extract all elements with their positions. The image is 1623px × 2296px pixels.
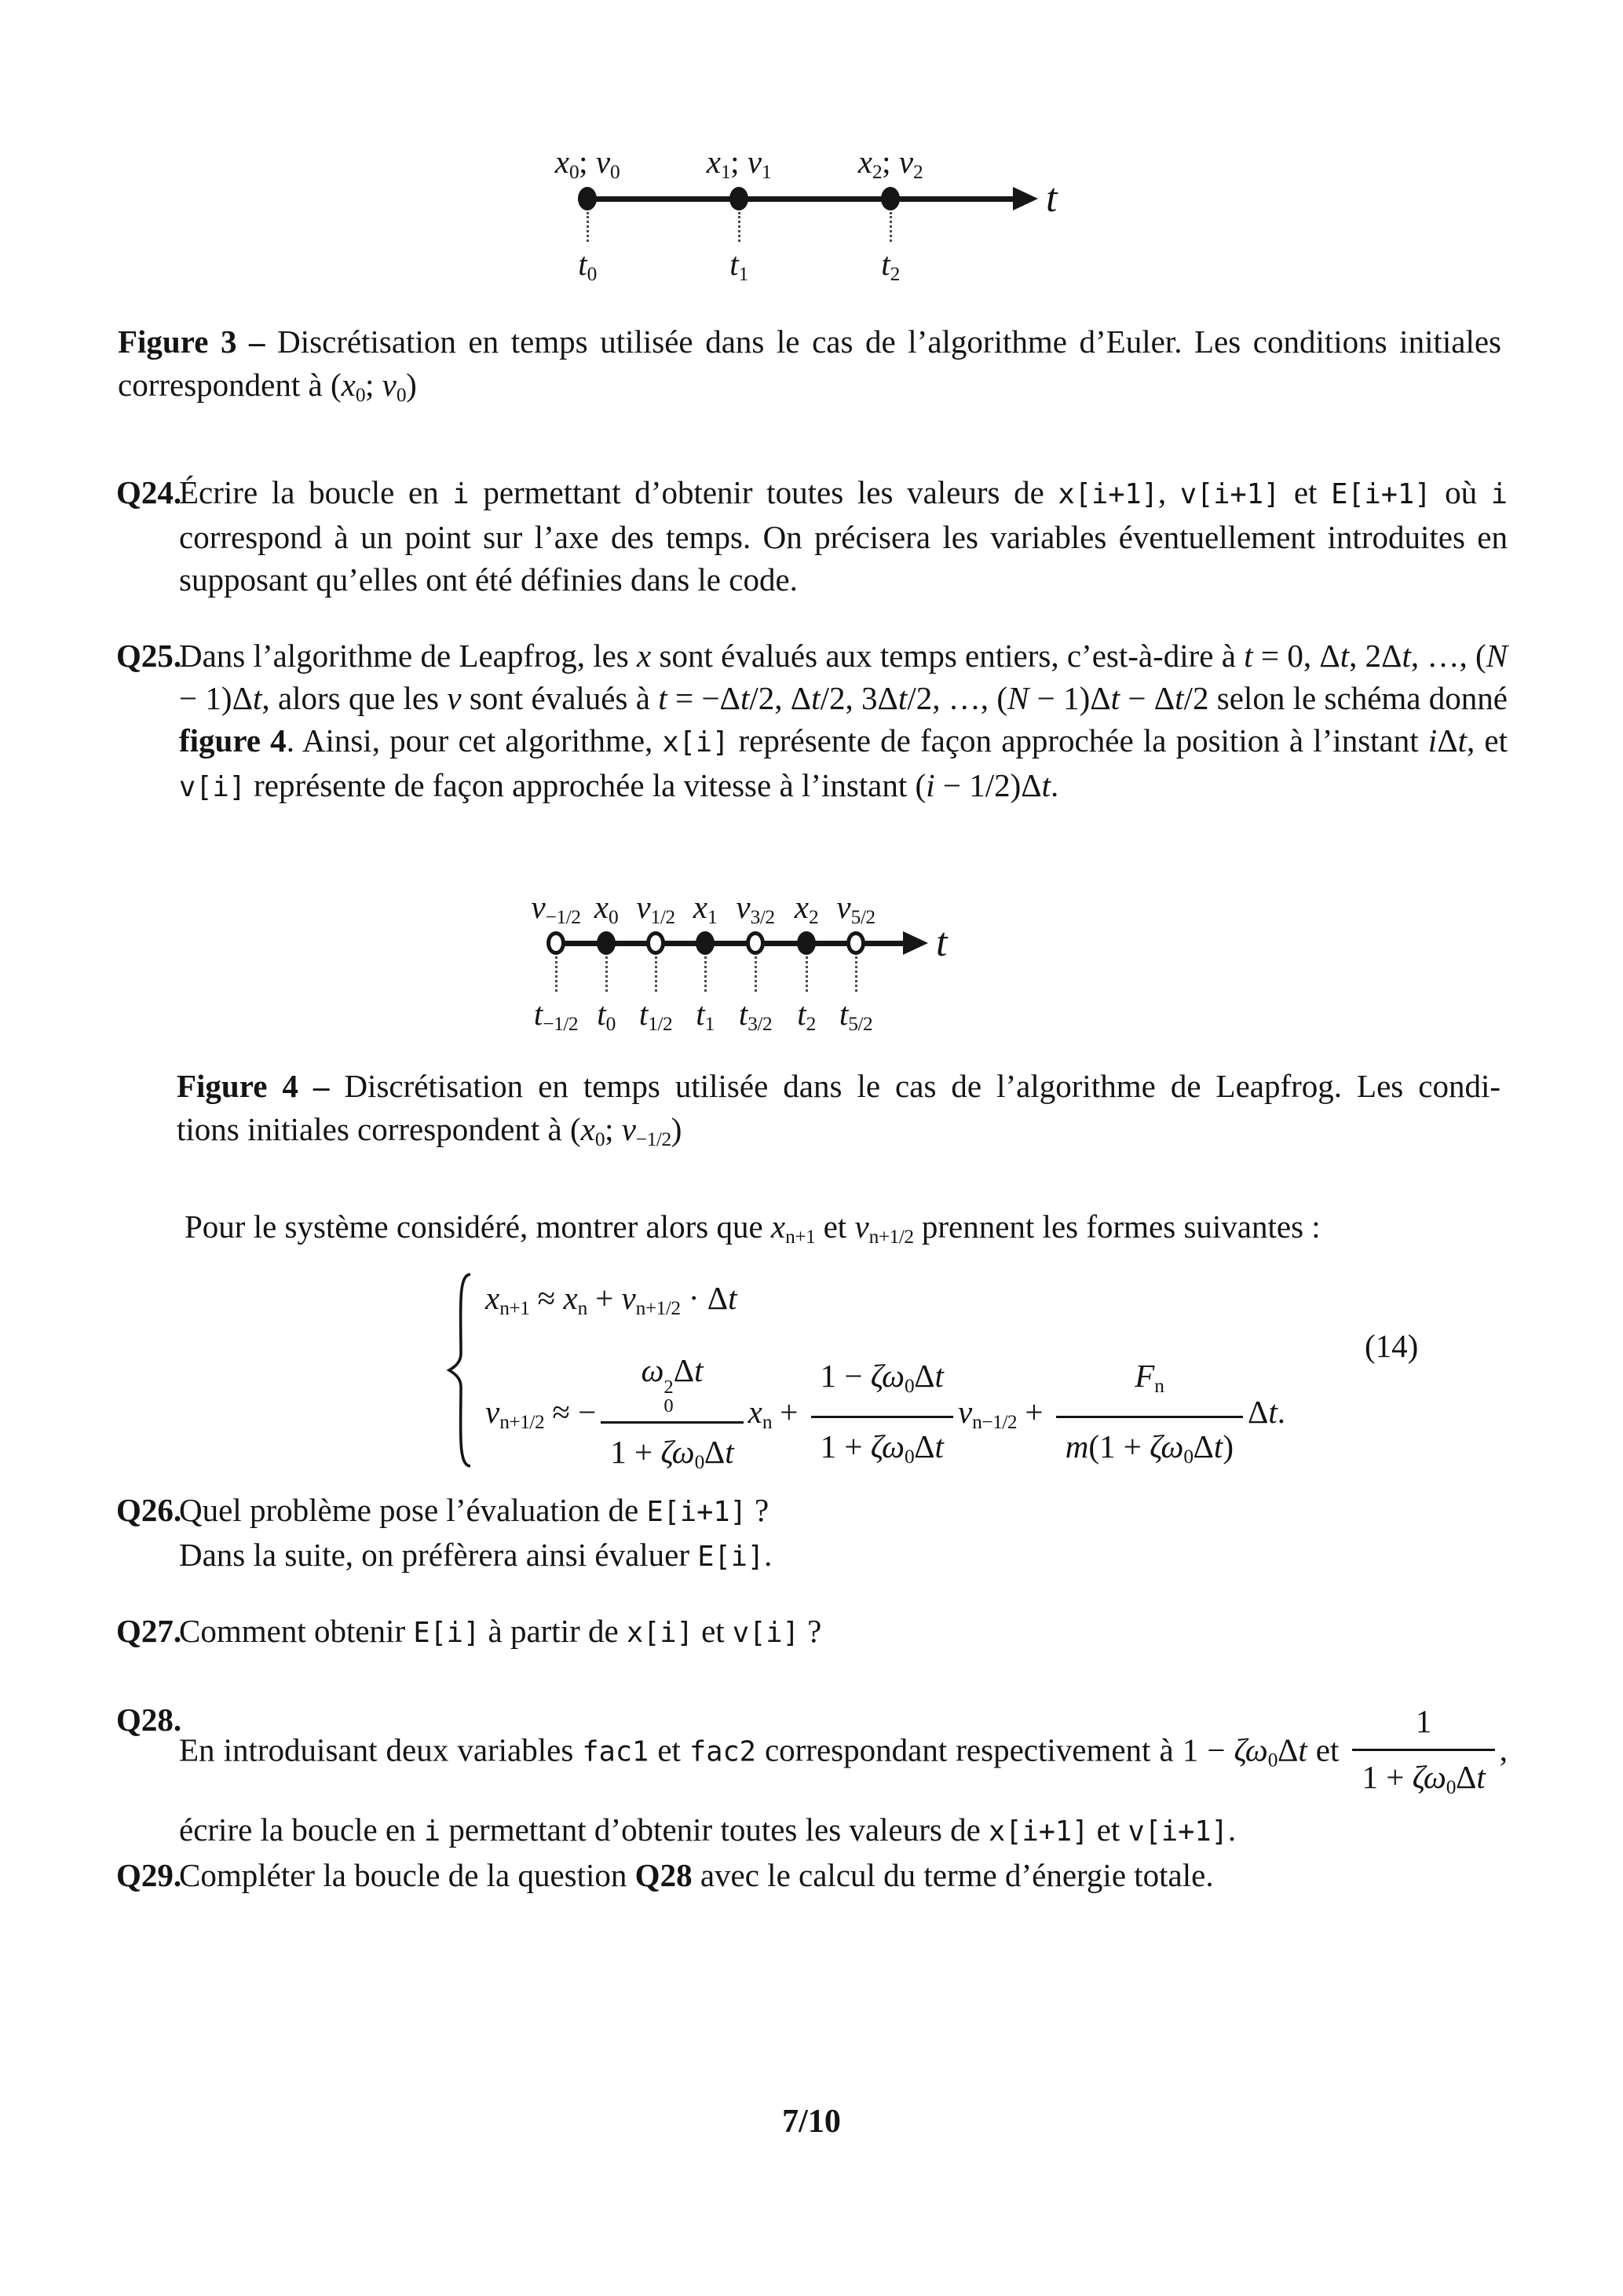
equation-row-1: xn+1 ≈ xn + vn+1/2 · Δt [485,1280,737,1320]
point-top-label: x1 [693,889,718,929]
q29-text: Compléter la boucle de la question Q28 avec le calcul du terme d’énergie totale. [179,1857,1214,1893]
curly-brace-icon [446,1272,474,1468]
point-top-label: x0; v0 [554,144,620,184]
axis-label: t [1046,176,1058,221]
dotted-projection-line [655,956,657,992]
point-top-label: v3/2 [736,889,775,929]
dotted-projection-line [890,212,892,242]
figure4-timeline-diagram [0,878,1623,1043]
equation-number: (14) [1365,1328,1419,1364]
q28-number: Q28. [116,1702,182,1738]
dotted-projection-line [855,956,857,992]
figure3-timeline-diagram [0,130,1623,298]
question-q27 [116,1610,1508,1654]
dotted-projection-line [587,212,589,242]
timeline-point [881,187,900,210]
axis-arrowhead [1013,187,1038,210]
q28-text: En introduisant deux variables fac1 et fac2 correspondant respectivement à 1 − ζω0Δt et $\frac{1}{1 + \zeta\omega 0\Delta t}$ , écrire la boucle en i permettant d’obtenir toutes les valeurs de x[i+1] et v[i+1]. [179,1698,1508,1853]
question-q28 [116,1698,1508,1853]
question-q24 [116,471,1508,601]
q26-text: Quel problème pose l’évaluation de E[i+1] ? Dans la suite, on préfèrera ainsi évaluer E[i]. [179,1492,773,1573]
q24-text: Écrire la boucle en i permettant d’obtenir toutes les valeurs de x[i+1], v[i+1] et E[i+1] où i correspond à un point sur l’axe des temps. On précisera les variables éventuellement introduites en supposant qu’elles ont été définies dans le code. [179,474,1508,598]
dotted-projection-line [605,956,608,992]
dotted-projection-line [806,956,808,992]
point-top-label: v5/2 [836,889,875,929]
figure4-caption [177,1065,1501,1161]
timeline-point [578,187,597,210]
intro-paragraph: Pour le système considéré, montrer alors que xn+1 et vn+1/2 prennent les formes suivantes : [185,1208,1321,1249]
q27-text: Comment obtenir E[i] à partir de x[i] et v[i] ? [179,1613,822,1649]
axis-label: t [936,920,948,965]
point-top-label: v1/2 [636,889,675,929]
point-bottom-label: t1 [696,996,715,1036]
figure3-caption-line1: Figure 3 – Discrétisation en temps utilisée dans le cas de l’algorithme d’Euler. Les conditions initiales [118,324,1501,360]
figure3-caption [118,320,1501,417]
page-number: 7/10 [782,2104,841,2140]
point-top-label: x2; v2 [857,144,923,184]
timeline-axis [581,196,1013,202]
point-bottom-label: t3/2 [738,996,773,1036]
q26-number: Q26. [116,1492,182,1528]
point-top-label: x2 [794,889,819,929]
point-bottom-label: t1/2 [638,996,673,1036]
dotted-projection-line [738,212,740,242]
question-q25 [116,634,1508,809]
point-top-label: x0 [594,889,619,929]
point-bottom-label: t2 [797,996,816,1036]
figure3-caption-line2: correspondent à (x0; v0) [118,367,417,407]
figure4-caption-line2: tions initiales correspondent à (x0; v−1/2) [177,1111,682,1151]
figure4-caption-line1: Figure 4 – Discrétisation en temps utilisée dans le cas de l’algorithme de Leapfrog. Les condi- [177,1068,1501,1104]
equation-14 [446,1272,1285,1486]
point-top-label: x1; v1 [706,144,772,184]
point-bottom-label: t0 [597,996,616,1036]
point-bottom-label: t2 [881,246,900,286]
dotted-projection-line [755,956,757,992]
q27-number: Q27. [116,1613,182,1649]
equation-row-2: vn+1/2 ≈ − ω 2 0 Δt 1 + ζω0Δt xn + $\frac{1 - \zeta\omega 0\Delta t}{1 + \zeta\omega 0\Delta t}$ vn−1/2 + $\frac{Fn}{m(1 + \zeta\omega 0\Delta t)}$ Δt. [485,1345,1285,1486]
question-q26 [116,1489,1508,1578]
q29-number: Q29. [116,1857,182,1893]
timeline-point [729,187,748,210]
question-q29 [116,1854,1508,1896]
dotted-projection-line [704,956,707,992]
q25-text: Dans l’algorithme de Leapfrog, les x sont évalués aux temps entiers, c’est-à-dire à t = 0, Δt, 2Δt, …, (N − 1)Δt, alors que les v sont évalués à t = −Δt/2, Δt/2, 3Δt/2, …, (N − 1)Δt − Δt/2 selon le schéma donné figure 4. Ainsi, pour cet algorithme, x[i] représente de façon approchée la position à l’instant iΔt, et v[i] représente de façon approchée la vitesse à l’instant (i − 1/2)Δt. [179,638,1508,803]
q24-number: Q24. [116,474,182,510]
point-top-label: v−1/2 [531,889,581,929]
point-bottom-label: t1 [729,246,748,286]
point-bottom-label: t−1/2 [533,996,579,1036]
point-bottom-label: t0 [578,246,597,286]
dotted-projection-line [555,956,557,992]
point-bottom-label: t5/2 [839,996,873,1036]
q25-number: Q25. [116,638,182,674]
